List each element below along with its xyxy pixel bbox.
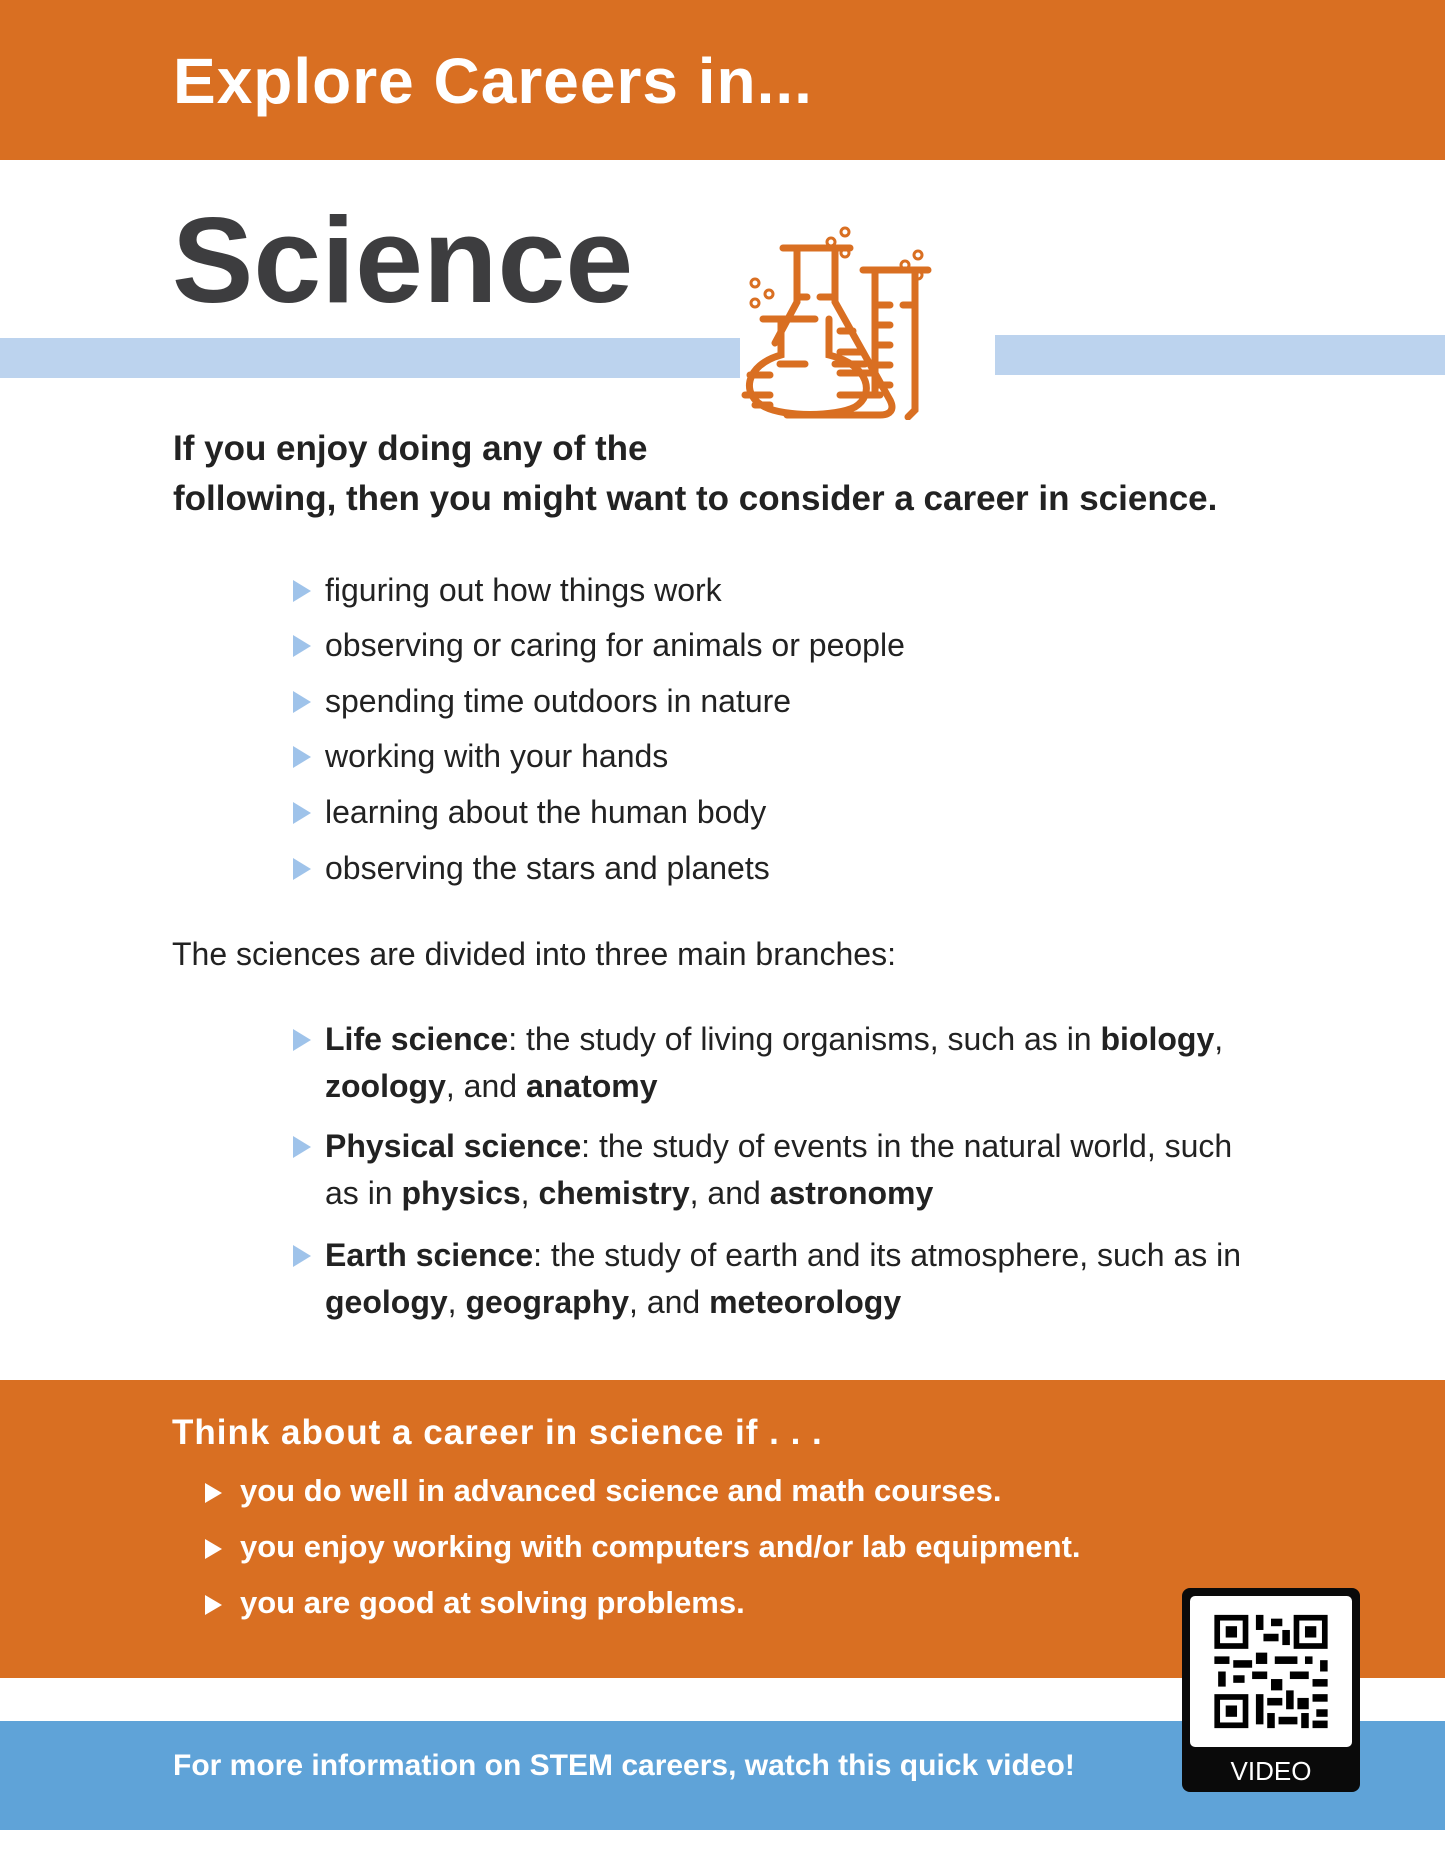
sep: , and — [445, 1068, 526, 1104]
example: biology — [1100, 1021, 1215, 1057]
list-item-text: working with your hands — [325, 738, 669, 774]
qr-pattern — [1190, 1596, 1352, 1747]
list-item — [293, 622, 905, 669]
qr-label: VIDEO — [1230, 1756, 1312, 1786]
sep: , and — [629, 1284, 710, 1320]
bullet-triangle-icon — [205, 1539, 222, 1559]
branch-physical-science — [293, 1123, 1273, 1217]
intro-line-1: If you enjoy doing any of the — [173, 429, 648, 468]
list-item — [293, 845, 770, 892]
list-item — [293, 567, 722, 614]
example: chemistry — [538, 1175, 690, 1211]
think-title: Think about a career in science if . . . — [172, 1413, 823, 1452]
header-title: Explore Careers in... — [173, 45, 813, 117]
bullet-triangle-icon — [293, 746, 311, 768]
branch-life-science — [293, 1016, 1273, 1110]
branch-text — [325, 1123, 1273, 1217]
branch-name: Earth science — [325, 1237, 534, 1273]
bullet-triangle-icon — [293, 691, 311, 713]
branch-desc: : the study of living organisms, such as in — [508, 1021, 1101, 1057]
example: anatomy — [525, 1068, 658, 1104]
bullet-triangle-icon — [293, 1245, 311, 1267]
footer-text: For more information on STEM careers, watch this quick video! — [173, 1749, 1075, 1782]
bullet-triangle-icon — [293, 858, 311, 880]
intro-text — [173, 424, 1323, 524]
list-item-text: spending time outdoors in nature — [325, 683, 792, 719]
example: meteorology — [709, 1284, 902, 1320]
list-item-text: learning about the human body — [325, 794, 767, 830]
branch-desc: : the study of earth and its atmosphere, such as in — [533, 1237, 1242, 1273]
branch-text — [325, 1232, 1273, 1326]
list-item-text: observing or caring for animals or people — [325, 627, 905, 663]
page-title: Science — [172, 192, 634, 328]
branch-text — [325, 1016, 1273, 1110]
example: physics — [401, 1175, 521, 1211]
example: geography — [465, 1284, 630, 1320]
list-item-text: observing the stars and planets — [325, 850, 770, 886]
bullet-triangle-icon — [293, 802, 311, 824]
think-item — [205, 1585, 745, 1621]
branch-name: Life science — [325, 1021, 509, 1057]
intro-line-2: following, then you might want to consider a career in science. — [173, 479, 1218, 518]
think-item — [205, 1529, 1081, 1565]
lab-glassware-icon — [735, 205, 1000, 420]
sep: as in — [325, 1175, 402, 1211]
branch-earth-science — [293, 1232, 1273, 1326]
qr-code-icon — [1190, 1596, 1352, 1747]
sep: , — [447, 1284, 466, 1320]
sep: , — [520, 1175, 539, 1211]
bullet-triangle-icon — [293, 1029, 311, 1051]
think-item-text: you are good at solving problems. — [240, 1585, 745, 1620]
stripe-left — [0, 338, 740, 378]
sep: , and — [689, 1175, 770, 1211]
list-item — [293, 789, 766, 836]
bullet-triangle-icon — [205, 1483, 222, 1503]
qr-code-video-link[interactable] — [1182, 1588, 1360, 1792]
example: geology — [325, 1284, 448, 1320]
list-item — [293, 678, 791, 725]
bullet-triangle-icon — [293, 1136, 311, 1158]
bullet-triangle-icon — [293, 580, 311, 602]
think-item — [205, 1473, 1001, 1509]
stripe-right — [995, 335, 1445, 375]
branches-intro: The sciences are divided into three main branches: — [172, 936, 896, 972]
list-item-text: figuring out how things work — [325, 572, 722, 608]
example: astronomy — [769, 1175, 934, 1211]
think-item-text: you do well in advanced science and math courses. — [240, 1473, 1002, 1508]
list-item — [293, 733, 668, 780]
bullet-triangle-icon — [293, 635, 311, 657]
example: zoology — [325, 1068, 446, 1104]
bullet-triangle-icon — [205, 1595, 222, 1615]
sep: , — [1214, 1021, 1224, 1057]
think-item-text: you enjoy working with computers and/or lab equipment. — [240, 1529, 1081, 1564]
branch-desc: : the study of events in the natural world, such — [581, 1128, 1233, 1164]
branch-name: Physical science — [325, 1128, 582, 1164]
